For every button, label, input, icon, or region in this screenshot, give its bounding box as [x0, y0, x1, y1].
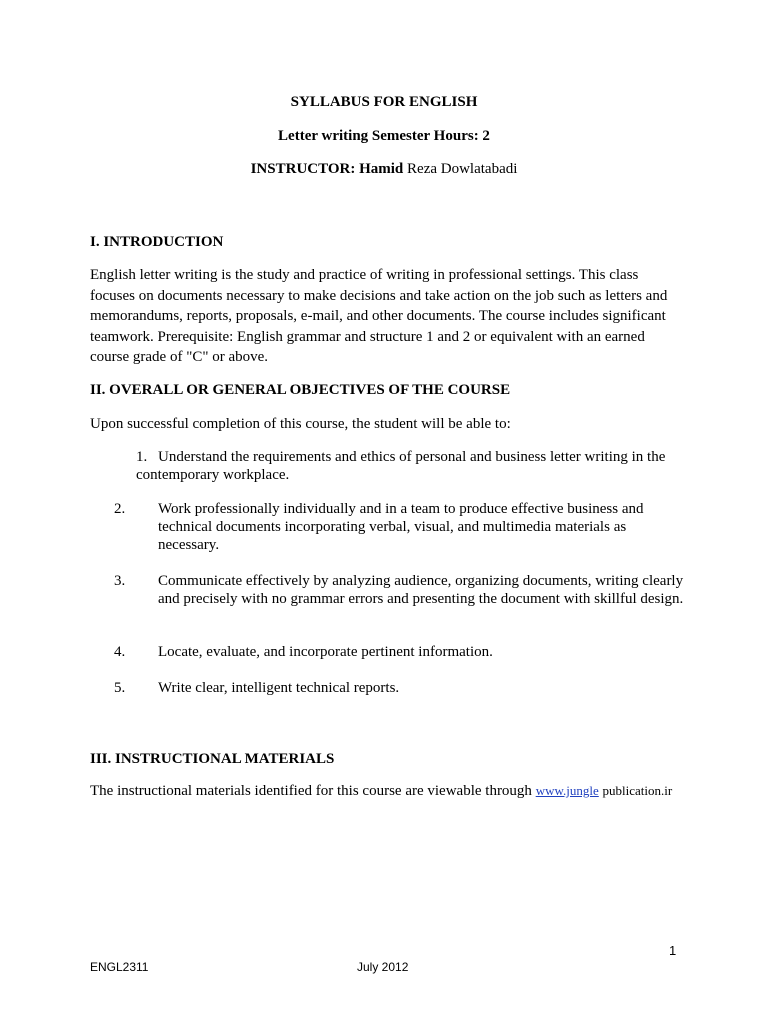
- course-subtitle: Letter writing Semester Hours: 2: [278, 128, 490, 144]
- section-introduction-heading: I. INTRODUCTION: [90, 234, 224, 250]
- introduction-paragraph: [90, 265, 680, 368]
- objective-text: Work professionally individually and in a team to produce effective business and technical documents incorporating verbal, visual, and multimedia materials as necessary.: [158, 501, 644, 553]
- page-number: 1: [669, 943, 677, 958]
- materials-paragraph: [90, 781, 710, 802]
- materials-link-rest: publication.ir: [602, 783, 673, 798]
- objective-text: Communicate effectively by analyzing audience, organizing documents, writing clearly and precisely with no grammar errors and presenting the document with skillful design.: [158, 573, 684, 607]
- footer-course-code: ENGL2311: [90, 960, 149, 974]
- objective-number: 5.: [114, 680, 126, 696]
- paragraph-line: focuses on documents necessary to make decisions and take action on the job such as letters and: [90, 287, 668, 304]
- footer-date: July 2012: [357, 960, 409, 974]
- paragraph-line: course grade of "C" or above.: [90, 349, 269, 365]
- objective-text: Understand the requirements and ethics of personal and business letter writing in the contemporary workplace.: [136, 449, 666, 483]
- objective-number: 4.: [114, 644, 126, 660]
- objective-item: [136, 448, 686, 484]
- objective-item: [114, 643, 686, 661]
- objective-text: Locate, evaluate, and incorporate pertinent information.: [158, 644, 493, 660]
- instructor-rest-name: Reza Dowlatabadi: [407, 161, 518, 177]
- objective-item: [114, 679, 686, 697]
- instructor-label: INSTRUCTOR:: [250, 161, 356, 177]
- objective-text: Write clear, intelligent technical reports.: [158, 680, 400, 696]
- paragraph-line: teamwork. Prerequisite: English grammar and structure 1 and 2 or equivalent with an earned: [90, 328, 645, 345]
- section-objectives-heading: II. OVERALL OR GENERAL OBJECTIVES OF THE COURSE: [90, 382, 511, 398]
- objective-number: 2.: [114, 501, 126, 517]
- section-materials-heading: III. INSTRUCTIONAL MATERIALS: [90, 751, 335, 767]
- materials-text: The instructional materials identified for this course are viewable through: [90, 783, 532, 799]
- materials-link[interactable]: www.jungle: [535, 783, 599, 798]
- objectives-intro: Upon successful completion of this course, the student will be able to:: [90, 416, 511, 432]
- instructor-line: [0, 160, 768, 178]
- objective-number: 1.: [136, 449, 148, 465]
- instructor-first-name: Hamid: [359, 161, 404, 177]
- paragraph-line: memorandums, reports, proposals, e-mail, and other documents. The course includes significant: [90, 308, 666, 324]
- objective-item: [114, 572, 686, 608]
- objective-item: [114, 500, 686, 554]
- syllabus-title: SYLLABUS FOR ENGLISH: [290, 94, 478, 110]
- objective-number: 3.: [114, 573, 126, 589]
- paragraph-line: English letter writing is the study and practice of writing in professional settings. This class: [90, 267, 639, 283]
